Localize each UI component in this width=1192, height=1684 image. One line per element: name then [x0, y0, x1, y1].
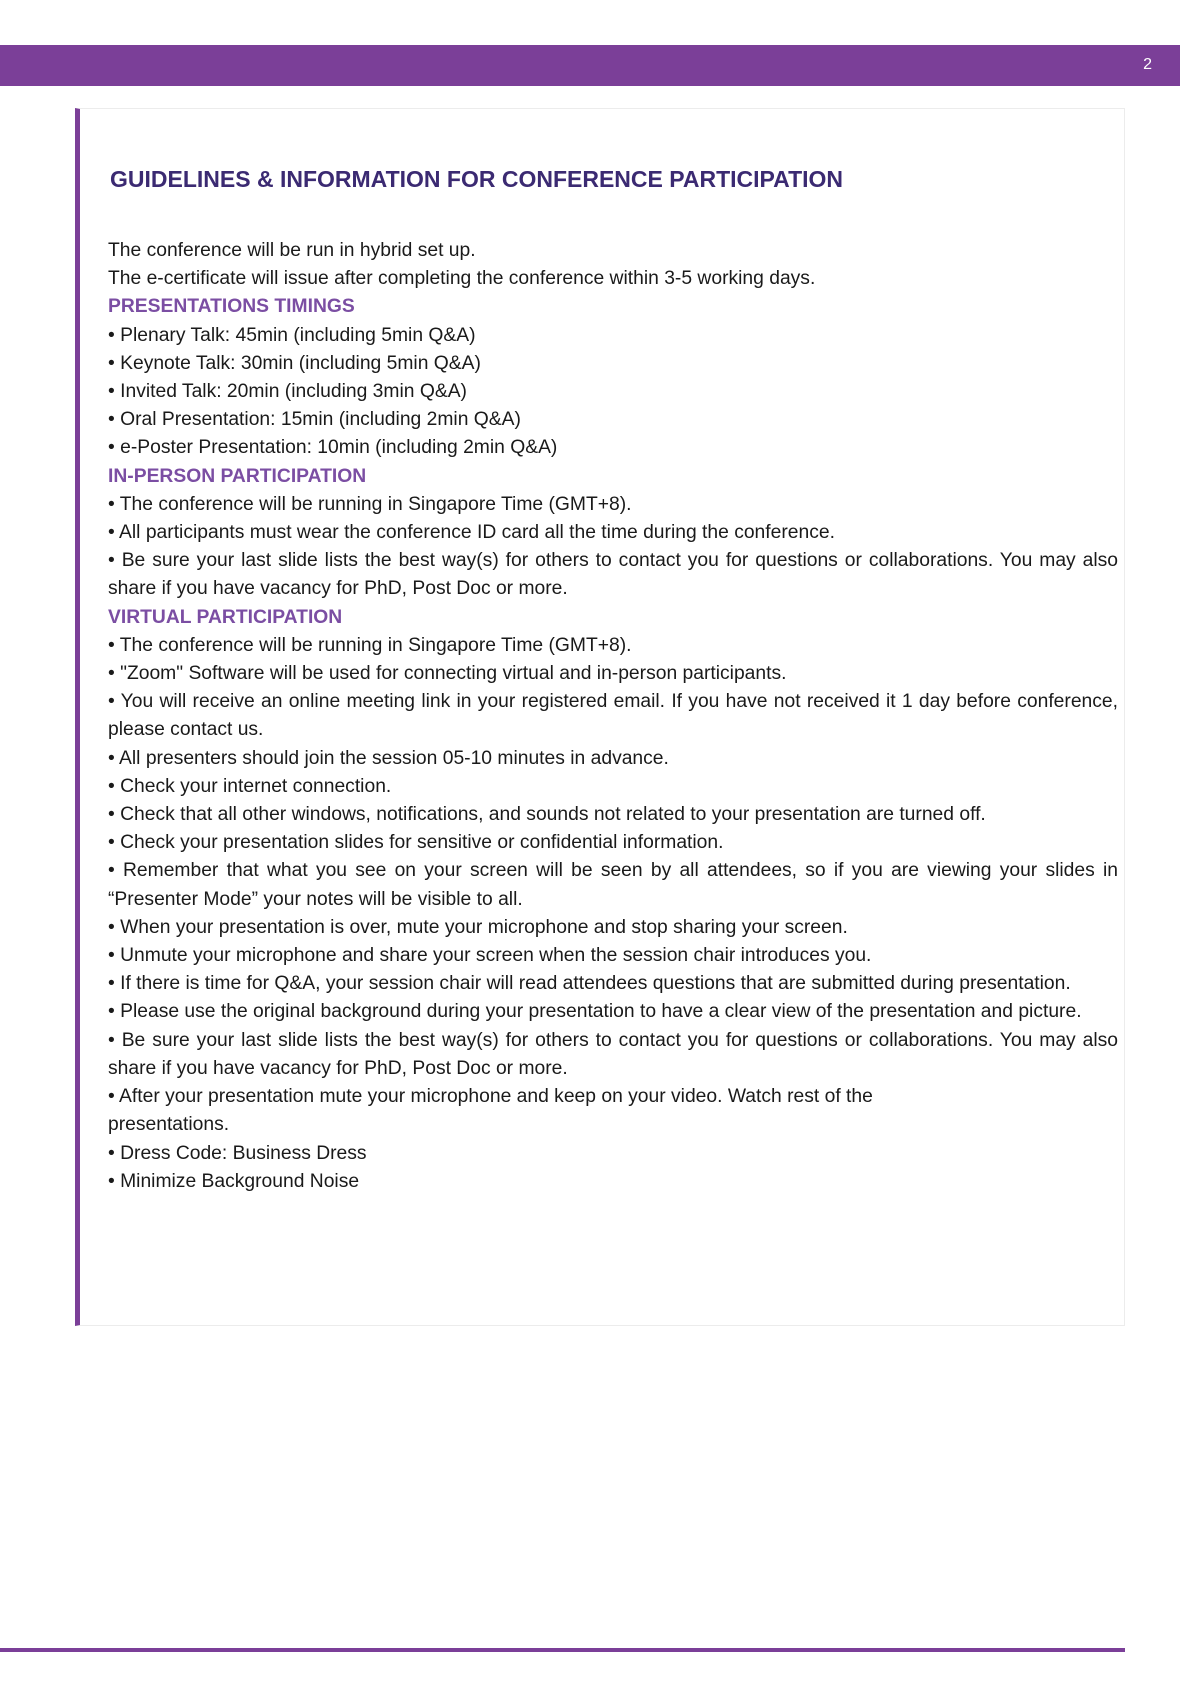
list-item: • e-Poster Presentation: 10min (including 2min Q&A)	[108, 437, 558, 459]
header-band	[0, 45, 1180, 86]
list-item: • Plenary Talk: 45min (including 5min Q&A)	[108, 324, 476, 346]
list-item: presentations.	[108, 1114, 230, 1136]
page-number: 2	[1143, 56, 1152, 73]
list-item: • Keynote Talk: 30min (including 5min Q&A)	[108, 352, 481, 374]
guidelines-panel	[75, 108, 1125, 1326]
list-item: • Be sure your last slide lists the best way(s) for others to contact you for questions or collaborations. You may also share if you have vacancy for PhD, Post Doc or more.	[108, 1029, 1118, 1079]
list-item: • Check your presentation slides for sensitive or confidential information.	[108, 832, 724, 854]
list-item: • If there is time for Q&A, your session chair will read attendees questions that are submitted during presentation.	[108, 973, 1071, 995]
list-item: • The conference will be running in Singapore Time (GMT+8).	[108, 634, 632, 656]
section-heading-timings: PRESENTATIONS TIMINGS	[108, 296, 355, 318]
intro-line: The conference will be run in hybrid set up.	[108, 240, 476, 261]
list-item: • Dress Code: Business Dress	[108, 1142, 367, 1164]
list-item: • Oral Presentation: 15min (including 2min Q&A)	[108, 409, 521, 431]
list-item: • Please use the original background during your presentation to have a clear view of the presentation and picture.	[108, 1001, 1082, 1023]
virtual-list	[108, 632, 1118, 1196]
list-item: • Check your internet connection.	[108, 775, 392, 797]
intro-line: The e-certificate will issue after completing the conference within 3-5 working days.	[108, 268, 816, 290]
list-item: • Minimize Background Noise	[108, 1170, 360, 1192]
section-heading-in-person: IN-PERSON PARTICIPATION	[108, 465, 367, 487]
list-item: • Invited Talk: 20min (including 3min Q&A)	[108, 381, 467, 403]
page-title: GUIDELINES & INFORMATION FOR CONFERENCE PARTICIPATION	[110, 166, 844, 192]
list-item: • When your presentation is over, mute your microphone and stop sharing your screen.	[108, 916, 848, 938]
guidelines-body	[108, 237, 1118, 1196]
list-item: • After your presentation mute your microphone and keep on your video. Watch rest of the	[108, 1086, 873, 1108]
list-item: • All participants must wear the conference ID card all the time during the conference.	[108, 522, 835, 544]
list-item: • Check that all other windows, notifications, and sounds not related to your presentation are turned off.	[108, 804, 986, 826]
footer-rule	[0, 1648, 1125, 1652]
list-item: • Remember that what you see on your screen will be seen by all attendees, so if you are viewing your slides in “Presenter Mode” your notes will be visible to all.	[108, 860, 1118, 910]
list-item: • Unmute your microphone and share your screen when the session chair introduces you.	[108, 945, 872, 967]
list-item: • "Zoom" Software will be used for connecting virtual and in-person participants.	[108, 663, 787, 685]
list-item: • The conference will be running in Singapore Time (GMT+8).	[108, 493, 632, 515]
in-person-list	[108, 491, 1118, 604]
timings-list	[108, 322, 1118, 463]
list-item: • All presenters should join the session 05-10 minutes in advance.	[108, 747, 669, 769]
section-heading-virtual: VIRTUAL PARTICIPATION	[108, 606, 343, 628]
list-item: • Be sure your last slide lists the best way(s) for others to contact you for questions or collaborations. You may also share if you have vacancy for PhD, Post Doc or more.	[108, 550, 1118, 600]
list-item: • You will receive an online meeting link in your registered email. If you have not received it 1 day before conference, please contact us.	[108, 691, 1118, 741]
